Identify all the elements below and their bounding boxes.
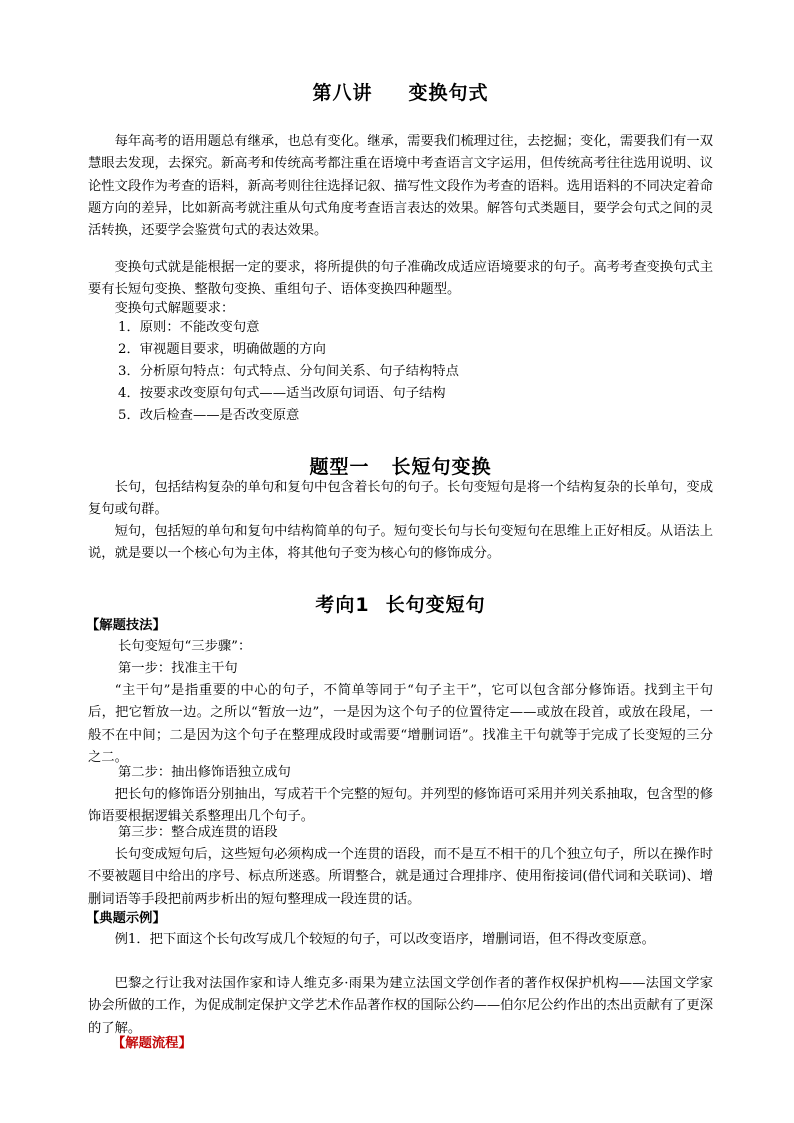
lecture-topic: 变换句式: [408, 82, 489, 104]
process-label: 【解题流程】: [112, 1036, 192, 1051]
example-question: 例1．把下面这个长句改写成几个较短的句子，可以改变语序，增删词语，但不得改变原意。: [114, 932, 655, 947]
example-label: 【典题示例】: [86, 911, 166, 926]
section1-paragraph-1: 长句，包括结构复杂的单句和复句中包含着长句的句子。长句变短句是将一个结构复杂的长单句，变成复句或句群。: [88, 480, 713, 518]
requirement-item: 5．改后检查——是否改变原意: [118, 408, 300, 423]
tips-label: 【解题技法】: [86, 618, 166, 633]
step1-heading: 第一步：找准主干句: [118, 661, 238, 676]
lecture-number: 第八讲: [312, 82, 373, 104]
requirement-item: 2．审视题目要求，明确做题的方向: [118, 342, 326, 357]
step2-heading: 第二步：抽出修饰语独立成句: [118, 765, 291, 780]
section-number: 题型一: [309, 456, 370, 478]
section-topic: 长短句变换: [391, 456, 492, 478]
intro-paragraph-3: 变换句式解题要求：: [114, 301, 235, 316]
intro-paragraph-1: 每年高考的语用题总有继承，也总有变化。继承，需要我们梳理过往，去挖掘；变化，需要我们有一双慧眼去发现，去探究。新高考和传统高考都注重在语境中考查语言文字运用，但传统高考往往选用说明、议论性文段作为考查的语料，新高考则往往选择记叙、描写性文段作为考查的语料。选用语料的不同决定着命题方向的差异，比如新高考就注重从句式角度考查语言表达的效果。解答句式类题目，要学会句式之间的灵活转换，还要学会鉴赏句式的表达效果。: [88, 134, 713, 239]
subsection-topic: 长句变短句: [385, 594, 486, 616]
requirement-item: 1．原则：不能改变句意: [118, 320, 260, 335]
step1-text: “主干句”是指重要的中心的句子，不简单等同于“句子主干”，它可以包含部分修饰语。找到主干句后，把它暂放一边。之所以“暂放一边”，一是因为这个句子的位置待定——或放在段首，或放在段尾，一般不在中间；二是因为这个句子在整理成段时或需要“增删词语”。找准主干句就等于完成了长变短的三分之二。: [88, 683, 713, 765]
section-title-type1: [88, 452, 713, 479]
subsection-number: 考向1: [315, 594, 370, 616]
section1-paragraph-2: 短句，包括短的单句和复句中结构简单的句子。短句变长句与长句变短句在思维上正好相反。从语法上说，就是要以一个核心句为主体，将其他句子变为核心句的修饰成分。: [88, 524, 713, 562]
subsection-title: [88, 590, 713, 617]
requirement-item: 3．分析原句特点：句式特点、分句间关系、句子结构特点: [118, 364, 459, 379]
intro-paragraph-2: 变换句式就是能根据一定的要求，将所提供的句子准确改成适应语境要求的句子。高考考查变换句式主要有长短句变换、整散句变换、重组句子、语体变换四种题型。: [88, 260, 713, 298]
steps-intro: 长句变短句“三步骤”：: [118, 639, 252, 654]
step3-text: 长句变成短句后，这些短句必须构成一个连贯的语段，而不是互不相干的几个独立句子，所以在操作时不要被题目中给出的序号、标点所迷惑。所谓整合，就是通过合理排序、使用衔接词(借代词和关联词)、增删词语等手段把前两步析出的短句整理成一段连贯的话。: [88, 847, 713, 907]
requirement-item: 4．按要求改变原句句式——适当改原句词语、句子结构: [118, 386, 446, 401]
step2-text: 把长句的修饰语分别抽出，写成若干个完整的短句。并列型的修饰语可采用并列关系抽取，包含型的修饰语要根据逻辑关系整理出几个句子。: [88, 787, 713, 825]
example-text: 巴黎之行让我对法国作家和诗人维克多·雨果为建立法国文学创作者的著作权保护机构——法国文学家协会所做的工作，为促成制定保护文学艺术作品著作权的国际公约——伯尔尼公约作出的杰出贡献有了更深的了解。: [88, 976, 713, 1036]
step3-heading: 第三步：整合成连贯的语段: [118, 825, 278, 840]
lecture-title: [88, 78, 713, 105]
